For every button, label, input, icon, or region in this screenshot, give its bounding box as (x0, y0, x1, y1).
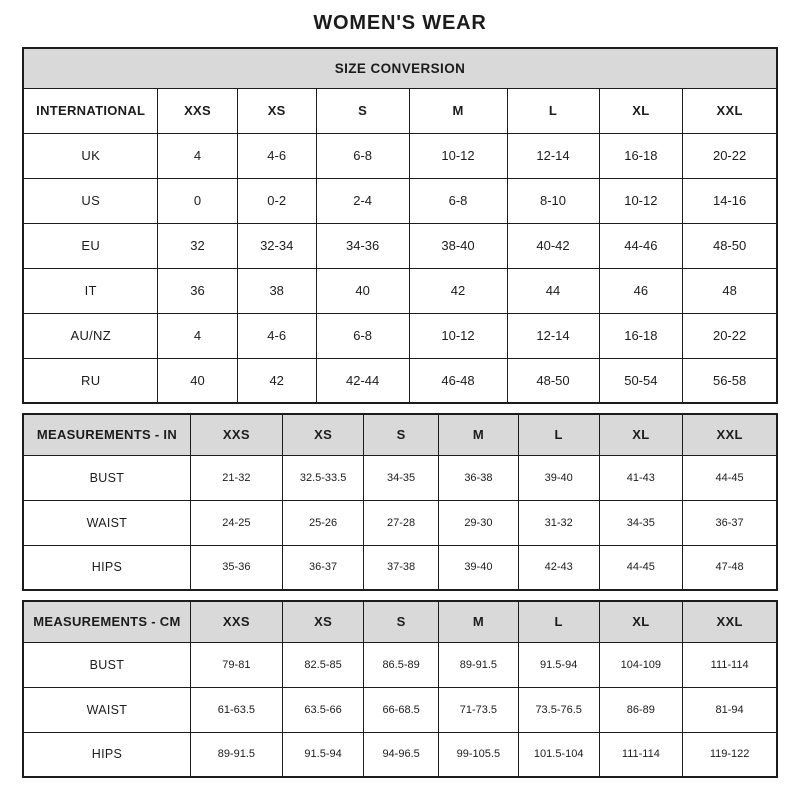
value-cell: 46 (599, 268, 683, 313)
value-cell: 39-40 (438, 545, 518, 590)
row-label-cell: UK (23, 133, 158, 178)
value-cell: 20-22 (683, 133, 777, 178)
size_conversion-header-row (23, 88, 777, 133)
value-cell: 56-58 (683, 358, 777, 403)
measurements_in-column-header-6: XL (599, 414, 683, 455)
value-cell: 111-114 (683, 642, 777, 687)
value-cell: 35-36 (190, 545, 282, 590)
value-cell: 6-8 (409, 178, 507, 223)
value-cell: 63.5-66 (282, 687, 363, 732)
value-cell: 82.5-85 (282, 642, 363, 687)
value-cell: 21-32 (190, 455, 282, 500)
measurements-cm-table (22, 600, 778, 778)
row-label-cell: HIPS (23, 732, 190, 777)
value-cell: 41-43 (599, 455, 683, 500)
size_conversion-row-it (23, 268, 777, 313)
value-cell: 91.5-94 (282, 732, 363, 777)
value-cell: 119-122 (683, 732, 777, 777)
value-cell: 44 (507, 268, 599, 313)
value-cell: 8-10 (507, 178, 599, 223)
value-cell: 0 (158, 178, 237, 223)
value-cell: 42-44 (316, 358, 409, 403)
row-label-cell: US (23, 178, 158, 223)
value-cell: 32-34 (237, 223, 316, 268)
value-cell: 25-26 (282, 500, 363, 545)
value-cell: 38 (237, 268, 316, 313)
value-cell: 36 (158, 268, 237, 313)
size_conversion-banner-row (23, 48, 777, 88)
measurements_in-header-row (23, 414, 777, 455)
measurements_in-column-header-4: M (438, 414, 518, 455)
value-cell: 24-25 (190, 500, 282, 545)
value-cell: 40-42 (507, 223, 599, 268)
measurements_cm-column-header-7: XXL (683, 601, 777, 642)
value-cell: 79-81 (190, 642, 282, 687)
size_conversion-column-header-4: M (409, 88, 507, 133)
size-conversion-table (22, 47, 778, 404)
value-cell: 89-91.5 (438, 642, 518, 687)
size_conversion-column-header-3: S (316, 88, 409, 133)
value-cell: 4 (158, 133, 237, 178)
value-cell: 38-40 (409, 223, 507, 268)
value-cell: 10-12 (409, 313, 507, 358)
page-title: WOMEN'S WEAR (313, 12, 487, 34)
value-cell: 42 (237, 358, 316, 403)
value-cell: 34-36 (316, 223, 409, 268)
size_conversion-banner: SIZE CONVERSION (23, 48, 777, 88)
measurements_cm-column-header-1: XXS (190, 601, 282, 642)
size_conversion-column-header-6: XL (599, 88, 683, 133)
value-cell: 50-54 (599, 358, 683, 403)
value-cell: 34-35 (599, 500, 683, 545)
value-cell: 31-32 (518, 500, 599, 545)
measurements_in-row-waist (23, 500, 777, 545)
value-cell: 111-114 (599, 732, 683, 777)
value-cell: 36-37 (683, 500, 777, 545)
row-label-cell: EU (23, 223, 158, 268)
value-cell: 32 (158, 223, 237, 268)
row-label-cell: WAIST (23, 500, 190, 545)
value-cell: 27-28 (364, 500, 439, 545)
value-cell: 48-50 (507, 358, 599, 403)
value-cell: 73.5-76.5 (518, 687, 599, 732)
measurements_in-column-header-0: MEASUREMENTS - IN (23, 414, 190, 455)
value-cell: 40 (158, 358, 237, 403)
value-cell: 29-30 (438, 500, 518, 545)
measurements_cm-column-header-2: XS (282, 601, 363, 642)
row-label-cell: BUST (23, 642, 190, 687)
row-label-cell: RU (23, 358, 158, 403)
size_conversion-column-header-2: XS (237, 88, 316, 133)
value-cell: 61-63.5 (190, 687, 282, 732)
measurements-in-table (22, 413, 778, 591)
measurements_in-row-bust (23, 455, 777, 500)
value-cell: 40 (316, 268, 409, 313)
value-cell: 86-89 (599, 687, 683, 732)
size_conversion-row-uk (23, 133, 777, 178)
value-cell: 47-48 (683, 545, 777, 590)
value-cell: 6-8 (316, 313, 409, 358)
value-cell: 48-50 (683, 223, 777, 268)
value-cell: 12-14 (507, 133, 599, 178)
value-cell: 94-96.5 (364, 732, 439, 777)
measurements_in-column-header-1: XXS (190, 414, 282, 455)
row-label-cell: IT (23, 268, 158, 313)
measurements_cm-column-header-5: L (518, 601, 599, 642)
value-cell: 81-94 (683, 687, 777, 732)
value-cell: 99-105.5 (438, 732, 518, 777)
value-cell: 101.5-104 (518, 732, 599, 777)
value-cell: 44-46 (599, 223, 683, 268)
row-label-cell: HIPS (23, 545, 190, 590)
value-cell: 36-38 (438, 455, 518, 500)
measurements_cm-column-header-6: XL (599, 601, 683, 642)
value-cell: 44-45 (599, 545, 683, 590)
value-cell: 71-73.5 (438, 687, 518, 732)
value-cell: 37-38 (364, 545, 439, 590)
size_conversion-column-header-1: XXS (158, 88, 237, 133)
value-cell: 4 (158, 313, 237, 358)
measurements_cm-header-row (23, 601, 777, 642)
measurements_in-column-header-2: XS (282, 414, 363, 455)
measurements_in-column-header-3: S (364, 414, 439, 455)
measurements_in-row-hips (23, 545, 777, 590)
size_conversion-column-header-7: XXL (683, 88, 777, 133)
value-cell: 89-91.5 (190, 732, 282, 777)
measurements_in-column-header-5: L (518, 414, 599, 455)
value-cell: 20-22 (683, 313, 777, 358)
size_conversion-row-au-nz (23, 313, 777, 358)
value-cell: 91.5-94 (518, 642, 599, 687)
value-cell: 16-18 (599, 313, 683, 358)
value-cell: 66-68.5 (364, 687, 439, 732)
value-cell: 86.5-89 (364, 642, 439, 687)
value-cell: 4-6 (237, 133, 316, 178)
value-cell: 4-6 (237, 313, 316, 358)
value-cell: 16-18 (599, 133, 683, 178)
size_conversion-row-eu (23, 223, 777, 268)
value-cell: 32.5-33.5 (282, 455, 363, 500)
size_conversion-column-header-5: L (507, 88, 599, 133)
measurements_in-column-header-7: XXL (683, 414, 777, 455)
value-cell: 42-43 (518, 545, 599, 590)
value-cell: 48 (683, 268, 777, 313)
row-label-cell: AU/NZ (23, 313, 158, 358)
row-label-cell: BUST (23, 455, 190, 500)
value-cell: 10-12 (599, 178, 683, 223)
value-cell: 0-2 (237, 178, 316, 223)
value-cell: 36-37 (282, 545, 363, 590)
measurements_cm-row-waist (23, 687, 777, 732)
measurements_cm-column-header-3: S (364, 601, 439, 642)
value-cell: 34-35 (364, 455, 439, 500)
measurements_cm-column-header-0: MEASUREMENTS - CM (23, 601, 190, 642)
size_conversion-row-ru (23, 358, 777, 403)
value-cell: 42 (409, 268, 507, 313)
measurements_cm-row-hips (23, 732, 777, 777)
value-cell: 14-16 (683, 178, 777, 223)
value-cell: 39-40 (518, 455, 599, 500)
value-cell: 104-109 (599, 642, 683, 687)
measurements_cm-column-header-4: M (438, 601, 518, 642)
value-cell: 2-4 (316, 178, 409, 223)
value-cell: 12-14 (507, 313, 599, 358)
value-cell: 10-12 (409, 133, 507, 178)
measurements_cm-row-bust (23, 642, 777, 687)
size_conversion-row-us (23, 178, 777, 223)
value-cell: 6-8 (316, 133, 409, 178)
size_conversion-column-header-0: INTERNATIONAL (23, 88, 158, 133)
value-cell: 44-45 (683, 455, 777, 500)
row-label-cell: WAIST (23, 687, 190, 732)
value-cell: 46-48 (409, 358, 507, 403)
